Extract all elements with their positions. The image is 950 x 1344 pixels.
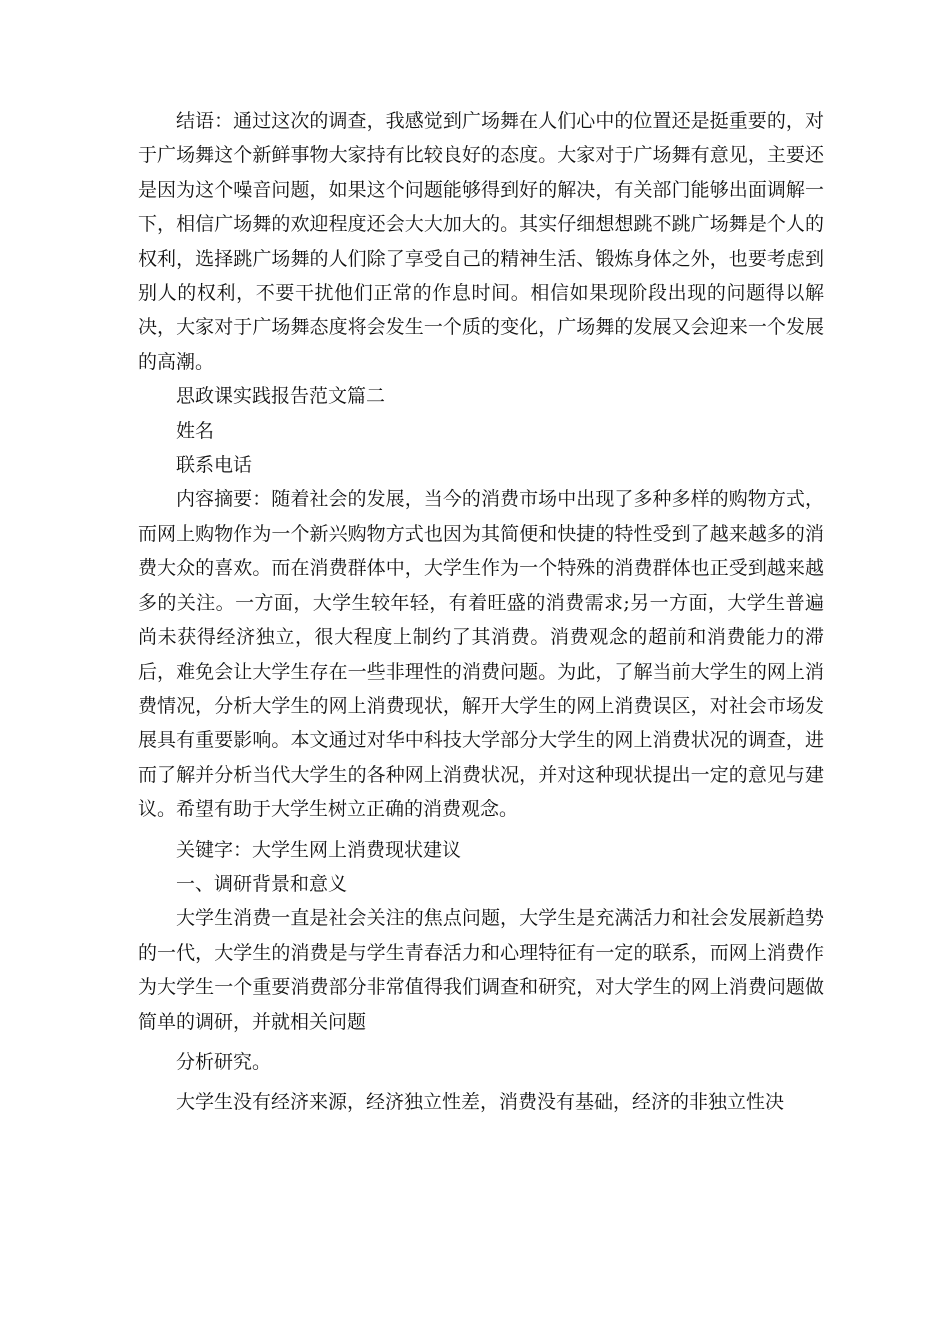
- phone-field-label: 联系电话: [176, 454, 253, 477]
- abstract-paragraph: 内容摘要：随着社会的发展，当今的消费市场中出现了多种多样的购物方式，而网上购物作为一个新兴购物方式也因为其简便和快捷的特性受到了越来越多的消费大众的喜欢。而在消费群体中，大学生作为一个特殊的消费群体也正受到越来越多的关注。一方面，大学生较年轻，有着旺盛的消费需求;另一方面，大学生普遍尚未获得经济独立，很大程度上制约了其消费。消费观念的超前和消费能力的滞后，难免会让大学生存在一些非理性的消费问题。为此，了解当前大学生的网上消费情况，分析大学生的网上消费现状，解开大学生的网上消费误区，对社会市场发展具有重要影响。本文通过对华中科技大学部分大学生的网上消费状况的调查，进而了解并分析当代大学生的各种网上消费状况，并对这种现状提出一定的意见与建议。希望有助于大学生树立正确的消费观念。: [138, 488, 824, 821]
- conclusion-paragraph: 结语：通过这次的调查，我感觉到广场舞在人们心中的位置还是挺重要的，对于广场舞这个新鲜事物大家持有比较良好的态度。大家对于广场舞有意见，主要还是因为这个噪音问题，如果这个问题能够得到好的解决，有关部门能够出面调解一下，相信广场舞的欢迎程度还会大大加大的。其实仔细想想跳不跳广场舞是个人的权利，选择跳广场舞的人们除了享受自己的精神生活、锻炼身体之外，也要考虑到别人的权利，不要干扰他们正常的作息时间。相信如果现阶段出现的问题得以解决，大家对于广场舞态度将会发生一个质的变化，广场舞的发展又会迎来一个发展的高潮。: [138, 110, 824, 373]
- section-heading-background: 一、调研背景和意义: [176, 872, 348, 895]
- section-title: 思政课实践报告范文篇二: [176, 385, 386, 408]
- background-paragraph: 大学生消费一直是社会关注的焦点问题，大学生是充满活力和社会发展新趋势的一代，大学生的消费是与学生青春活力和心理特征有一定的联系，而网上消费作为大学生一个重要消费部分非常值得我们调查和研究，对大学生的网上消费问题做简单的调研，并就相关问题: [138, 907, 824, 1033]
- document-body: [138, 104, 824, 1120]
- name-field-label: 姓名: [176, 419, 215, 442]
- analysis-line: 分析研究。: [176, 1050, 272, 1073]
- economic-paragraph: 大学生没有经济来源，经济独立性差，消费没有基础，经济的非独立性决: [176, 1091, 785, 1114]
- keywords-line: 关键字：大学生网上消费现状建议: [176, 838, 462, 861]
